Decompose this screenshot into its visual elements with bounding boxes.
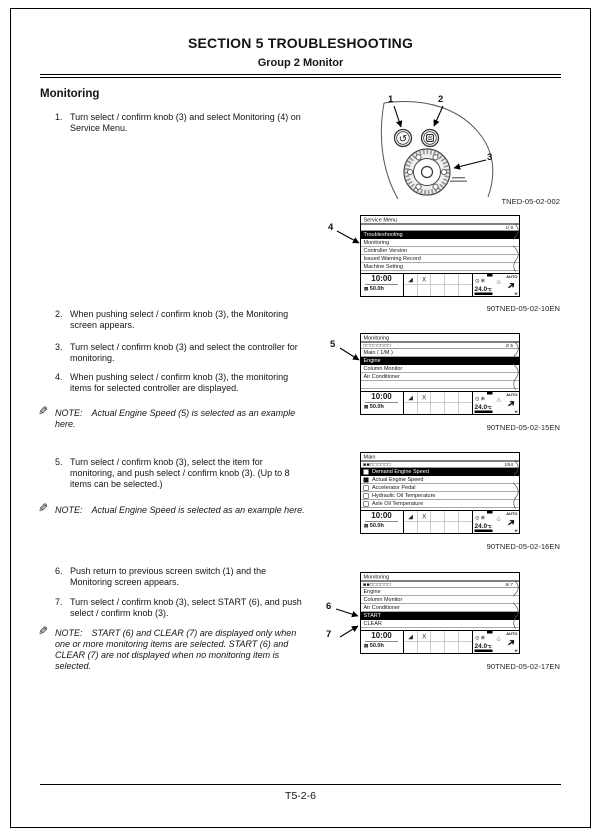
hour-meter-value: 50.0h xyxy=(369,403,384,410)
menu-row: Actual Engine Speed xyxy=(361,476,519,484)
step-number: 7. xyxy=(55,597,63,607)
hour-meter-icon: ▤ xyxy=(364,403,369,409)
callout-6: 6 xyxy=(326,601,332,612)
screen-title: Main xyxy=(361,453,519,462)
fan-level-bar xyxy=(475,650,493,653)
note-label: NOTE: xyxy=(55,628,83,638)
section-title: SECTION 5 TROUBLESHOOTING xyxy=(187,35,414,51)
selected-squares: □□□□□□□□ xyxy=(363,343,392,349)
aircon-tab xyxy=(487,511,493,514)
figure-start-clear-screen xyxy=(360,572,520,654)
step-text: Turn select / confirm knob (3), select the item for monitoring, and push select / confirm knob (3). (Up to 8 items can be selected.) xyxy=(70,457,290,489)
note-pen-icon: ✎ xyxy=(38,624,49,638)
defroster-icon: ♨ xyxy=(496,396,502,403)
defroster-icon: ♨ xyxy=(496,515,502,522)
airflow-icon: ➔ xyxy=(505,279,518,293)
step-item xyxy=(55,457,302,490)
step-item xyxy=(55,309,302,331)
gauge-grid xyxy=(404,511,473,533)
menu-row: Engine xyxy=(361,357,519,365)
selected-squares: ■■□□□□□□ xyxy=(363,462,392,468)
coolant-temp-icon: X xyxy=(422,632,427,640)
menu-row: Air Conditioner xyxy=(361,373,519,381)
aircon-panel xyxy=(473,631,519,653)
screen-title: Monitoring xyxy=(361,334,519,343)
aircon-temp: 24.0 xyxy=(474,522,488,530)
footer-rule xyxy=(40,784,561,785)
note-pen-icon: ✎ xyxy=(38,501,49,515)
switch-panel-figure xyxy=(368,97,563,201)
aircon-tab xyxy=(487,274,493,277)
page-indicator: 6/ 7 xyxy=(505,582,513,587)
compressor-icon: ⊙ xyxy=(475,396,481,402)
menu-row: Air Conditioner xyxy=(361,604,519,612)
note-item xyxy=(38,404,311,430)
clock: 10:00 xyxy=(365,512,398,522)
step-number: 3. xyxy=(55,342,63,352)
gauge-grid xyxy=(404,392,473,414)
menu-row: Column Monitor xyxy=(361,365,519,373)
selected-squares: ■■□□□□□□ xyxy=(363,582,392,588)
step-item xyxy=(55,372,302,394)
heat-level-label: H xyxy=(514,648,518,653)
step-number: 5. xyxy=(55,457,63,467)
aircon-auto-label: AUTO xyxy=(506,631,518,636)
aircon-temp-unit: ℃ xyxy=(487,644,492,649)
callout-2: 2 xyxy=(438,94,444,105)
scrollbar-squiggle xyxy=(514,343,521,391)
figure-label: 90TNED-05-02-16EN xyxy=(486,542,560,551)
return-switch-icon xyxy=(395,130,412,147)
step-text: Turn select / confirm knob (3), select START (6), and push select / confirm knob (3). xyxy=(70,597,302,618)
heat-level-label: H xyxy=(514,528,518,533)
hour-meter-value: 50.0h xyxy=(369,642,384,649)
coolant-temp-icon: X xyxy=(422,275,427,283)
snowflake-icon: ❄ xyxy=(480,515,487,521)
aircon-temp-unit: ℃ xyxy=(487,287,492,292)
airflow-icon: ➔ xyxy=(505,397,518,411)
screen-title: Service Menu xyxy=(361,216,519,225)
figure-label: TNED-05-02-002 xyxy=(501,197,560,206)
menu-row: Main ( 1/M ) xyxy=(361,349,519,357)
scrollbar-squiggle xyxy=(514,582,521,630)
indicator-row xyxy=(361,462,519,469)
indicator-row xyxy=(361,225,519,232)
aircon-temp: 24.0 xyxy=(474,642,488,650)
aircon-panel xyxy=(473,511,519,533)
coolant-temp-icon: X xyxy=(422,393,427,401)
monitor-status-bar xyxy=(361,510,519,533)
monitor-status-bar xyxy=(361,273,519,296)
fuel-icon: ◢ xyxy=(408,632,413,640)
page-indicator: 1/ 8 xyxy=(505,225,513,230)
hour-meter-icon: ▤ xyxy=(364,522,369,528)
page-number: T5-2-6 xyxy=(285,790,316,802)
callout-1: 1 xyxy=(388,94,394,105)
aircon-panel xyxy=(473,392,519,414)
compressor-icon: ⊙ xyxy=(475,635,481,641)
fan-level-bar xyxy=(475,293,493,296)
note-text: Actual Engine Speed (5) is selected as an example here. xyxy=(55,408,296,429)
menu-row: START xyxy=(361,612,519,620)
aircon-auto-label: AUTO xyxy=(506,511,518,516)
clock: 10:00 xyxy=(365,275,398,285)
fuel-icon: ◢ xyxy=(408,275,413,283)
callout-5: 5 xyxy=(330,339,336,350)
clock: 10:00 xyxy=(365,393,398,403)
checkbox-icon xyxy=(364,493,369,498)
checkbox-icon xyxy=(364,469,369,474)
step-item xyxy=(55,342,302,364)
step-item xyxy=(55,566,302,588)
monitor-status-bar xyxy=(361,630,519,653)
callout-4: 4 xyxy=(328,222,334,233)
aircon-temp-unit: ℃ xyxy=(487,524,492,529)
clock: 10:00 xyxy=(365,632,398,642)
knob-caption-line xyxy=(450,181,467,182)
scrollbar-squiggle xyxy=(514,225,521,273)
menu-row: Engine xyxy=(361,588,519,596)
airflow-icon: ➔ xyxy=(505,636,518,650)
menu-row: Axle Oil Temperature xyxy=(361,500,519,508)
figure-label: 90TNED-05-02-17EN xyxy=(486,662,560,671)
step-text: When pushing select / confirm knob (3), the Monitoring screen appears. xyxy=(70,309,289,330)
hour-meter-value: 50.0h xyxy=(369,522,384,529)
gauge-grid xyxy=(404,274,473,296)
gauge-grid xyxy=(404,631,473,653)
menu-row: Machine Setting xyxy=(361,263,519,271)
note-text: START (6) and CLEAR (7) are displayed only when one or more monitoring items are selected. START (6) and CLEAR (7) are not displayed when no monitoring item is selected. xyxy=(55,628,297,671)
aircon-auto-label: AUTO xyxy=(506,392,518,397)
page-title: Monitoring xyxy=(40,88,100,100)
step-text: Turn select / confirm knob (3) and select the controller for monitoring. xyxy=(70,342,298,363)
menu-row: Demand Engine Speed xyxy=(361,468,519,476)
step-item xyxy=(55,112,302,134)
indicator-row xyxy=(361,343,519,350)
aircon-auto-label: AUTO xyxy=(506,274,518,279)
note-label: NOTE: xyxy=(55,408,83,418)
aircon-tab xyxy=(487,392,493,395)
hour-meter-icon: ▤ xyxy=(364,642,369,648)
svg-text:↺: ↺ xyxy=(398,134,408,145)
airflow-icon: ➔ xyxy=(505,516,518,530)
figure-label: 90TNED-05-02-15EN xyxy=(486,423,560,432)
figure-monitoring-screen xyxy=(360,333,520,415)
step-text: Push return to previous screen switch (1) and the Monitoring screen appears. xyxy=(70,566,267,587)
step-number: 2. xyxy=(55,309,63,319)
figure-service-menu-screen xyxy=(360,215,520,297)
checkbox-icon xyxy=(364,477,369,482)
menu-row: Accelerator Pedal xyxy=(361,484,519,492)
scrollbar-squiggle xyxy=(514,462,521,510)
screen-title: Monitoring xyxy=(361,573,519,582)
snowflake-icon: ❄ xyxy=(480,635,487,641)
menu-row: Issued Warning Record xyxy=(361,255,519,263)
aircon-panel xyxy=(473,274,519,296)
aircon-temp: 24.0 xyxy=(474,285,488,293)
heat-level-label: H xyxy=(514,291,518,296)
page-indicator: 1/54 xyxy=(504,462,513,467)
hour-meter-value: 50.0h xyxy=(369,285,384,292)
fan-level-bar xyxy=(475,411,493,414)
fuel-icon: ◢ xyxy=(408,393,413,401)
header-rule xyxy=(40,74,561,78)
aircon-tab xyxy=(487,631,493,634)
indicator-row xyxy=(361,582,519,589)
step-number: 6. xyxy=(55,566,63,576)
aircon-temp: 24.0 xyxy=(474,403,488,411)
note-pen-icon: ✎ xyxy=(38,404,49,418)
step-text: When pushing select / confirm knob (3), the monitoring items for selected controller are displayed. xyxy=(70,372,289,393)
group-title: Group 2 Monitor xyxy=(257,57,344,69)
step-number: 1. xyxy=(55,112,63,122)
select-confirm-knob xyxy=(404,149,450,195)
menu-row: Column Monitor xyxy=(361,596,519,604)
snowflake-icon: ❄ xyxy=(480,278,487,284)
step-text: Turn select / confirm knob (3) and select Monitoring (4) on Service Menu. xyxy=(70,112,301,133)
note-label: NOTE: xyxy=(55,505,83,515)
figure-label: 90TNED-05-02-10EN xyxy=(486,304,560,313)
fan-level-bar xyxy=(475,530,493,533)
figure-main-items-screen xyxy=(360,452,520,534)
knob-caption-line xyxy=(452,177,465,178)
hour-meter-icon: ▤ xyxy=(364,285,369,291)
checkbox-icon xyxy=(364,485,369,490)
heat-level-label: H xyxy=(514,409,518,414)
note-item xyxy=(38,501,311,516)
aircon-temp-unit: ℃ xyxy=(487,405,492,410)
menu-row: CLEAR xyxy=(361,620,519,628)
menu-row: Troubleshooting xyxy=(361,231,519,239)
monitor-status-bar xyxy=(361,391,519,414)
step-item xyxy=(55,597,302,619)
compressor-icon: ⊙ xyxy=(475,515,481,521)
menu-row: Controller Version xyxy=(361,247,519,255)
callout-3: 3 xyxy=(487,152,493,163)
menu-row xyxy=(361,381,519,389)
snowflake-icon: ❄ xyxy=(480,396,487,402)
callout-7: 7 xyxy=(326,629,332,640)
defroster-icon: ♨ xyxy=(496,635,502,642)
note-item xyxy=(38,624,311,672)
coolant-temp-icon: X xyxy=(422,512,427,520)
note-text: Actual Engine Speed is selected as an example here. xyxy=(91,505,305,515)
compressor-icon: ⊙ xyxy=(475,278,481,284)
defroster-icon: ♨ xyxy=(496,278,502,285)
checkbox-icon xyxy=(364,501,369,506)
page-indicator: 2/ 5 xyxy=(505,343,513,348)
step-number: 4. xyxy=(55,372,63,382)
fuel-icon: ◢ xyxy=(408,512,413,520)
menu-switch-icon xyxy=(422,130,439,147)
menu-row: Hydraulic Oil Temperature xyxy=(361,492,519,500)
menu-row: Monitoring xyxy=(361,239,519,247)
